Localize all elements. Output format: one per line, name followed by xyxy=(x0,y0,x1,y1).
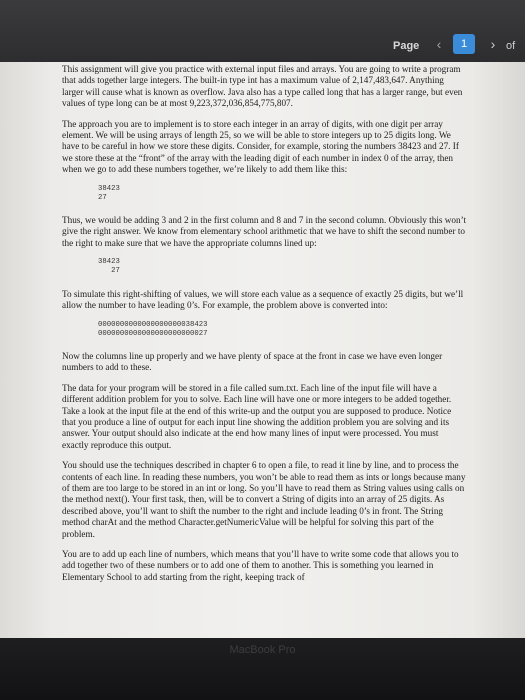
current-page-field[interactable]: 1 xyxy=(453,34,475,54)
paragraph-data-file: The data for your program will be stored in a file called sum.txt. Each line of the input file will have a different addition problem for you to solve. Each line will have one or more integers to be added together. Take a look at the input file at the end of this write-up and the output you are supposed to produce. Notice that you produce a line of output for each input line showing the addition problem you are solving and its answer. Your output should also indicate at the end how many lines of input were processed. You must exactly reproduce this output. xyxy=(62,382,452,450)
paragraph-approach: The approach you are to implement is to store each integer in an array of digits, with one digit per array element. We will be using arrays of length 25, so we will be able to store integers up to 25 digits long. We have to be careful in how we store these digits. Consider, for example, storing the numbers 38423 and 27. If we store these at the “front” of the array with the leading digit of each number in index 0 of the array, then when we go to add these numbers together, we’re likely to add them like this: xyxy=(62,118,459,175)
example-padded: 0000000000000000000038423 0000000000000000000000027 xyxy=(98,320,208,338)
paragraph-intro: This assignment will give you practice with external input files and arrays. You are going to write a program that adds together large integers. The built-in type int has a maximum value of 2,147,483,647. Anything larger will cause what is known as overflow. Java also has a type called long that has a larger range, but even values of type long can be at most 9,223,372,036,854,775,807. xyxy=(62,64,463,109)
example-aligned: 38423 27 xyxy=(98,258,120,276)
document-page xyxy=(0,62,525,638)
example-unaligned: 38423 27 xyxy=(98,184,120,202)
previous-page-chevron-icon[interactable]: ‹ xyxy=(436,36,442,52)
document-content xyxy=(62,64,467,592)
paragraph-shift: Thus, we would be adding 3 and 2 in the first column and 8 and 7 in the second column. Obviously this won’t give the right answer. We know from elementary school arithmetic that we have to shift the second number to the right to make sure that we have the appropriate columns lined up: xyxy=(62,215,467,248)
pdf-toolbar xyxy=(0,0,525,62)
paragraph-columns: Now the columns line up properly and we have plenty of space at the front in case we have even longer numbers to add to these. xyxy=(62,350,443,373)
paragraph-techniques: You should use the techniques described in chapter 6 to open a file, to read it line by line, and to process the contents of each line. In reading these numbers, you won’t be able to read them as ints or longs because many of them are too large to be stored in an int or long. So you’ll have to read them as String values using calls on the method next(). Your first task, then, will be to convert a String of digits into an array of 25 digits. As described above, you’ll want to shift the number to the right and include leading 0’s in front. The String method charAt and the method Character.getNumericValue will be helpful for solving this part of the problem. xyxy=(62,460,466,539)
brand-label: MacBook Pro xyxy=(229,644,296,656)
next-page-chevron-icon[interactable]: › xyxy=(490,36,496,52)
paragraph-add-lines: You are to add up each line of numbers, which means that you’ll have to write some code that allows you to add together two of these numbers or to add one of them to another. This is something you learned in Elementary School to add starting from the right, keeping track of xyxy=(62,549,459,582)
page-label: Page xyxy=(393,40,420,52)
paragraph-simulate: To simulate this right-shifting of values, we will store each value as a sequence of exactly 25 digits, but we’ll allow the number to have leading 0’s. For example, the problem above is converted into: xyxy=(62,288,464,311)
page-total-label: of xyxy=(506,40,516,52)
